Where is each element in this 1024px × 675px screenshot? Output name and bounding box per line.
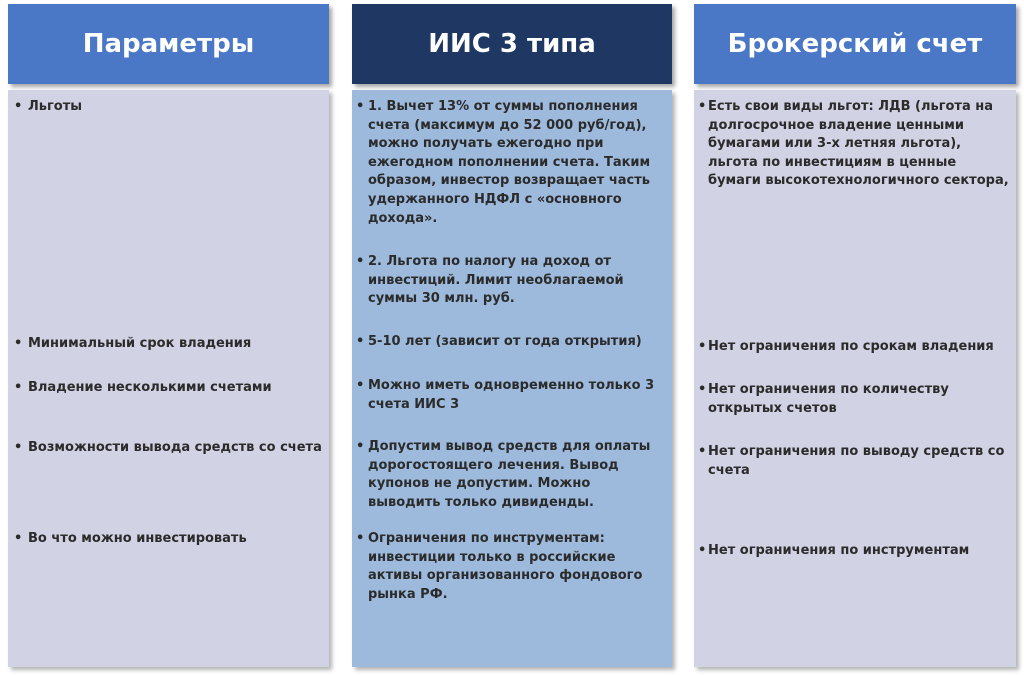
bullet-icon: • <box>356 531 365 546</box>
params-item-withdrawal <box>8 439 323 458</box>
iis-item-text: Допустим вывод средств для оплаты дорогостоящего лечения. Вывод купонов не допустим. Можно выводить только дивиденды. <box>368 439 651 510</box>
params-header: Параметры <box>8 4 329 84</box>
broker-item-text: Есть свои виды льгот: ЛДВ (льгота на долгосрочное владение ценными бумагами или 3-х летняя льгота), льгота по инвестициям в ценные бумаги высокотехнологичного сектора, <box>708 99 1009 189</box>
params-item-benefits <box>8 98 323 117</box>
iis-body <box>352 90 672 667</box>
broker-item-withdrawal <box>694 443 1010 480</box>
iis-item-text: 2. Льгота по налогу на доход от инвестиций. Лимит необлагаемой суммы 30 млн. руб. <box>368 254 624 307</box>
bullet-icon: • <box>14 531 23 546</box>
bullet-icon: • <box>14 380 23 395</box>
iis-item-instruments <box>352 530 666 604</box>
params-item-min-term <box>8 335 323 354</box>
iis-header: ИИС 3 типа <box>352 4 672 84</box>
broker-header: Брокерский счет <box>694 4 1016 84</box>
iis-item-withdrawal <box>352 438 666 512</box>
params-item-label: Льготы <box>28 99 83 114</box>
bullet-icon: • <box>698 382 707 397</box>
params-item-label: Минимальный срок владения <box>28 336 252 351</box>
bullet-icon: • <box>698 99 707 114</box>
iis-item-text: 5-10 лет (зависит от года открытия) <box>368 334 642 349</box>
bullet-icon: • <box>356 439 365 454</box>
broker-item-text: Нет ограничения по выводу средств со счета <box>708 444 1005 478</box>
bullet-icon: • <box>14 99 23 114</box>
bullet-icon: • <box>356 378 365 393</box>
iis-item-deduction <box>352 98 666 228</box>
bullet-icon: • <box>698 444 707 459</box>
iis-item-accounts <box>352 377 666 414</box>
bullet-icon: • <box>356 99 365 114</box>
params-item-investments <box>8 530 323 549</box>
bullet-icon: • <box>14 336 23 351</box>
bullet-icon: • <box>698 339 707 354</box>
iis-item-text: Ограничения по инструментам: инвестиции только в российские активы организованного фондового рынка РФ. <box>368 531 643 602</box>
params-body <box>8 90 329 667</box>
iis-item-text: 1. Вычет 13% от суммы пополнения счета (максимум до 52 000 руб/год), можно получать ежегодно при ежегодном пополнении счета. Таким образом, инвестор возвращает часть удержанного НДФЛ с «основного дохода». <box>368 99 651 226</box>
broker-body <box>694 90 1016 667</box>
broker-item-term <box>694 338 1010 357</box>
bullet-icon: • <box>356 334 365 349</box>
broker-item-instruments <box>694 542 1010 561</box>
broker-item-text: Нет ограничения по инструментам <box>708 543 970 558</box>
params-item-multiple-accounts <box>8 379 323 398</box>
params-item-label: Во что можно инвестировать <box>28 531 247 546</box>
bullet-icon: • <box>698 543 707 558</box>
params-item-label: Владение несколькими счетами <box>28 380 272 395</box>
params-item-label: Возможности вывода средств со счета <box>28 440 322 455</box>
iis-item-income-benefit <box>352 253 666 309</box>
bullet-icon: • <box>14 440 23 455</box>
iis-item-min-term <box>352 333 666 352</box>
broker-item-benefits <box>694 98 1010 191</box>
broker-item-text: Нет ограничения по срокам владения <box>708 339 994 354</box>
broker-item-accounts <box>694 381 1010 418</box>
broker-item-text: Нет ограничения по количеству открытых счетов <box>708 382 949 416</box>
iis-item-text: Можно иметь одновременно только 3 счета ИИС 3 <box>368 378 655 412</box>
bullet-icon: • <box>356 254 365 269</box>
